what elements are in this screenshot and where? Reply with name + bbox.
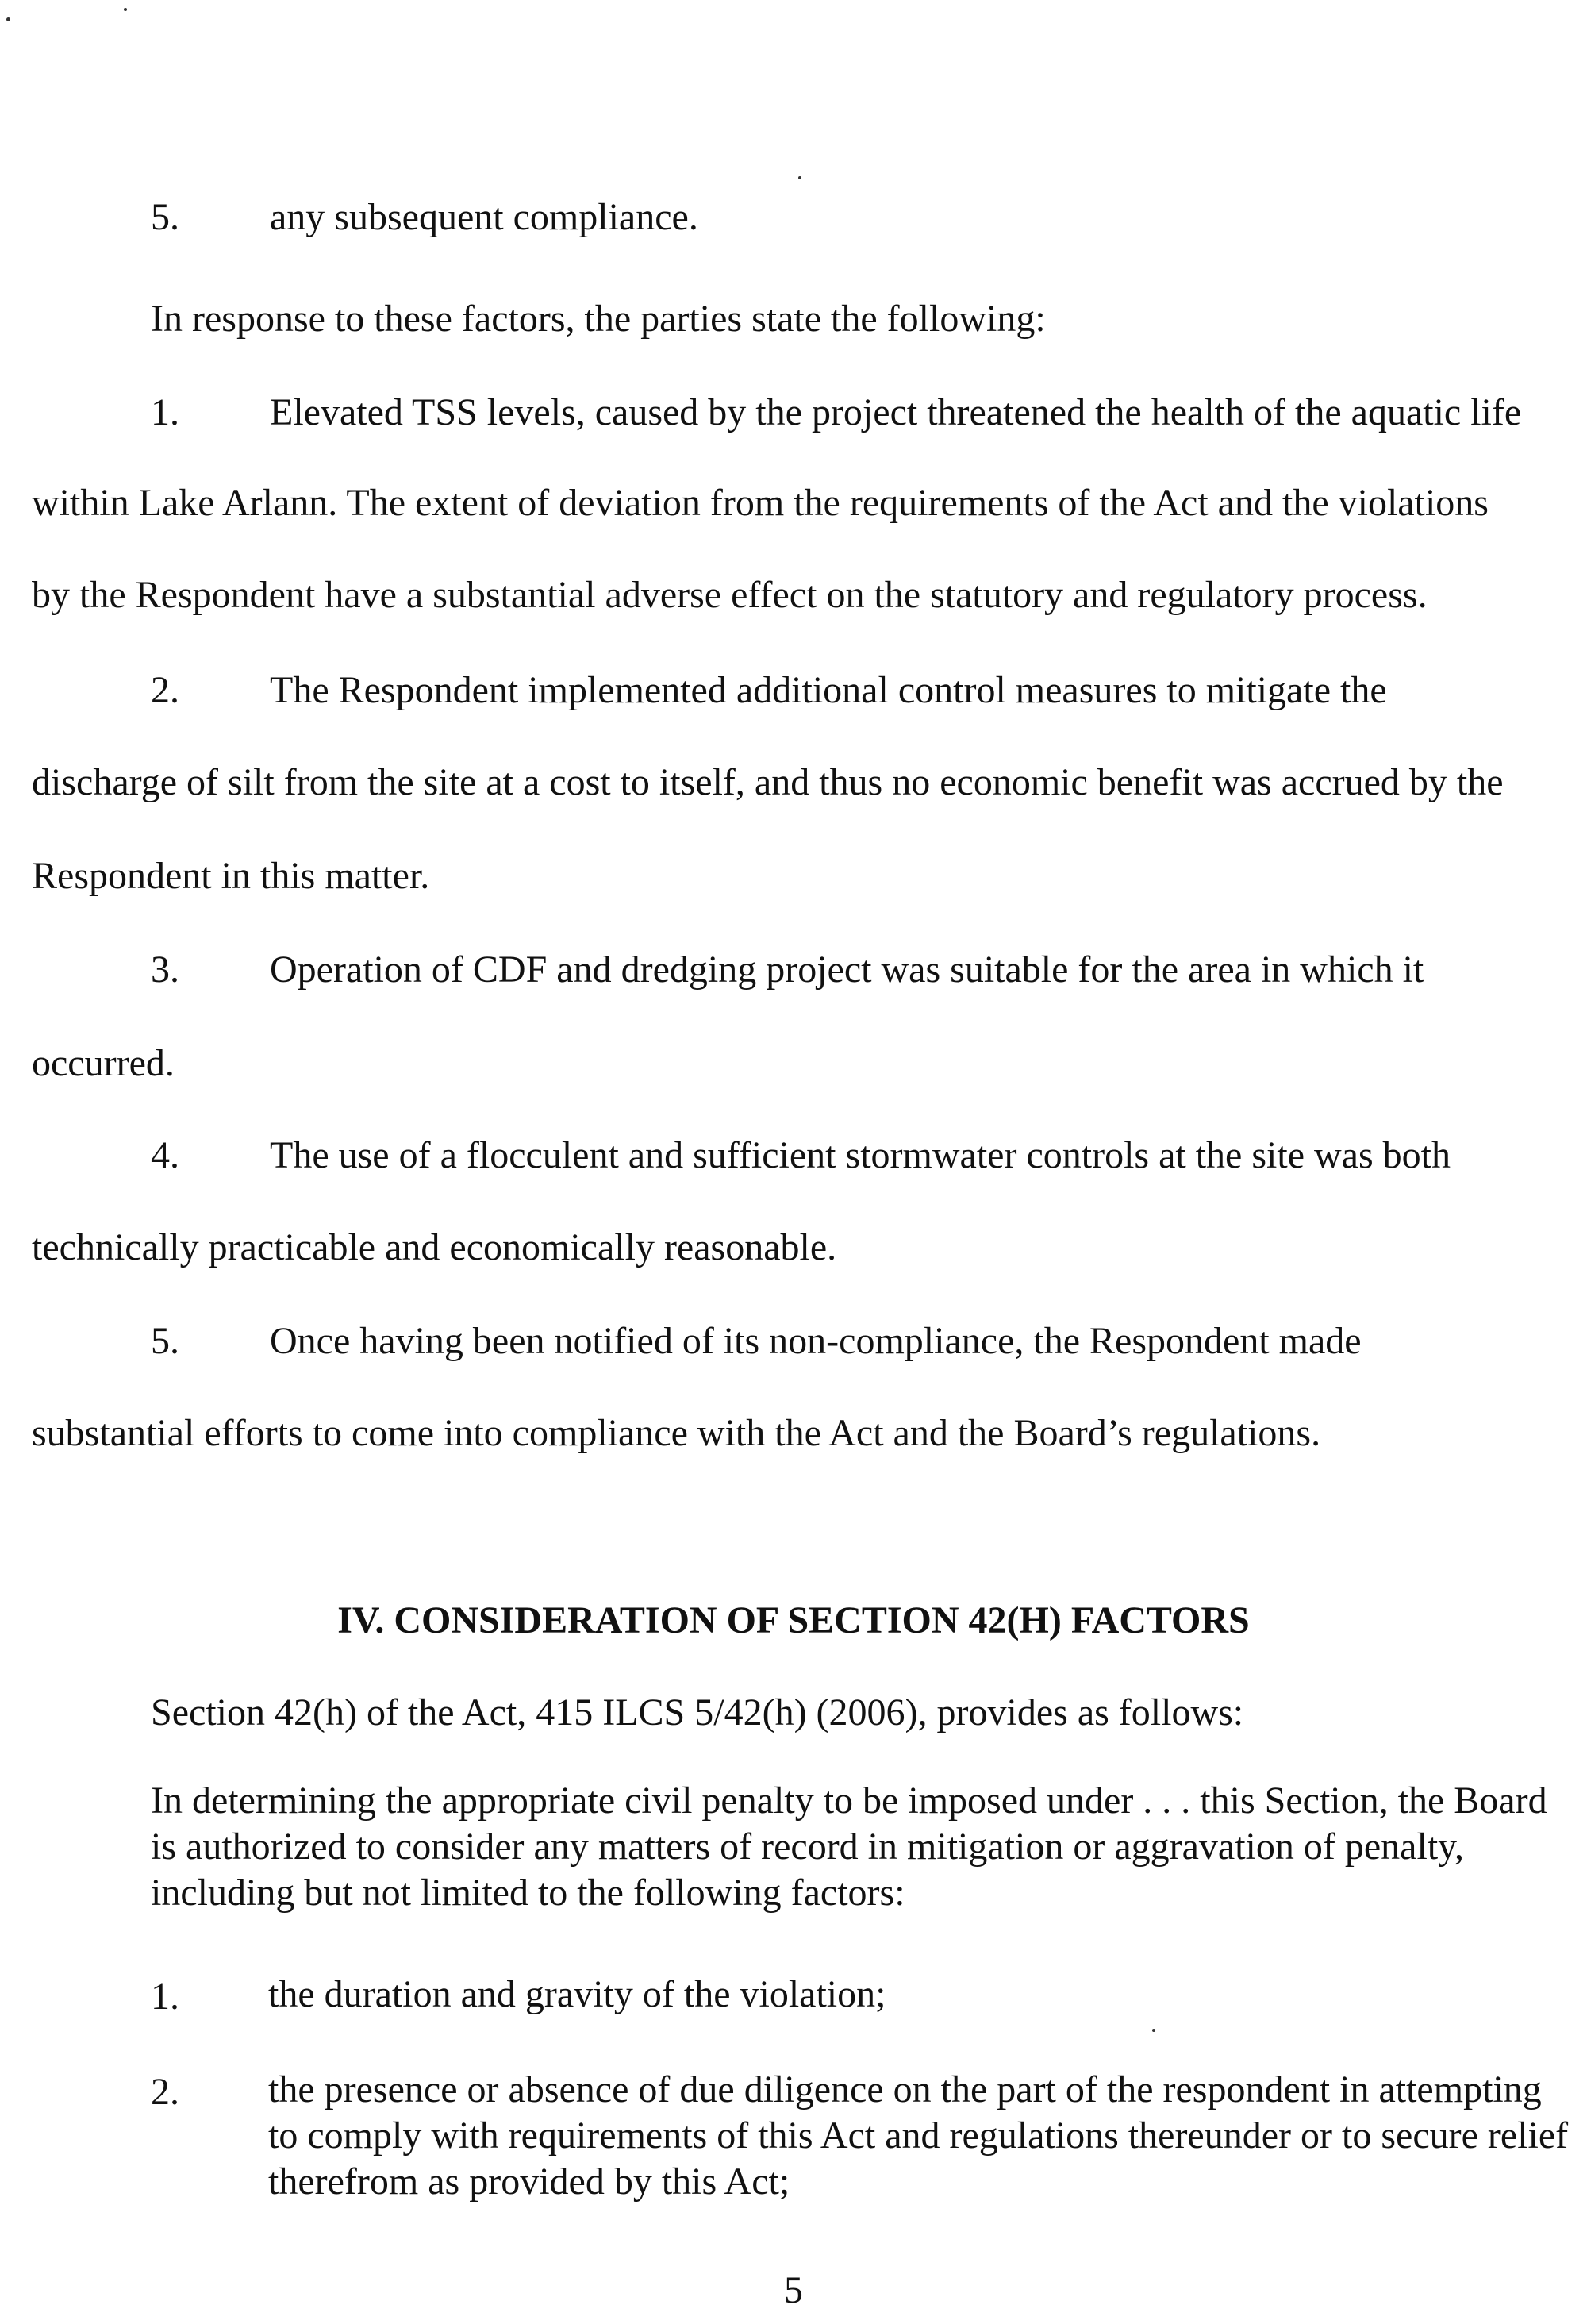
scan-speck xyxy=(124,8,127,11)
list-item-text: any subsequent compliance. xyxy=(270,196,698,238)
response-number: 3. xyxy=(151,948,179,991)
section-heading: IV. CONSIDERATION OF SECTION 42(H) FACTORS xyxy=(337,1599,1250,1641)
response-first-line: The Respondent implemented additional control measures to mitigate the xyxy=(270,669,1387,711)
response-line: by the Respondent have a substantial adverse effect on the statutory and regulatory process. xyxy=(32,574,1428,616)
page-number: 5 xyxy=(784,2269,803,2311)
factor-number: 2. xyxy=(151,2071,179,2113)
response-first-line: Operation of CDF and dredging project was suitable for the area in which it xyxy=(270,948,1424,991)
scan-speck xyxy=(1152,2029,1155,2032)
response-line: Respondent in this matter. xyxy=(32,855,430,897)
scan-speck xyxy=(798,176,801,179)
block-quote: In determining the appropriate civil penalty to be imposed under . . . this Section, the Board is authorized to consider any matters of record in mitigation or aggravation of penalty, including but not limited to the following factors: xyxy=(151,1780,1547,1914)
intro-statement: In response to these factors, the parties state the following: xyxy=(151,298,1046,340)
response-line: technically practicable and economically reasonable. xyxy=(32,1226,837,1268)
response-line: occurred. xyxy=(32,1042,175,1084)
response-number: 1. xyxy=(151,391,179,433)
response-first-line: The use of a flocculent and sufficient stormwater controls at the site was both xyxy=(270,1134,1451,1176)
response-first-line: Once having been notified of its non-compliance, the Respondent made xyxy=(270,1320,1362,1362)
list-item-number: 5. xyxy=(151,196,179,238)
response-line: substantial efforts to come into compliance with the Act and the Board’s regulations. xyxy=(32,1412,1321,1454)
factor-text: the duration and gravity of the violation; xyxy=(268,1973,886,2015)
section-intro: Section 42(h) of the Act, 415 ILCS 5/42(h) (2006), provides as follows: xyxy=(151,1691,1244,1733)
response-first-line: Elevated TSS levels, caused by the project threatened the health of the aquatic life xyxy=(270,391,1522,433)
response-line: discharge of silt from the site at a cost to itself, and thus no economic benefit was accrued by the xyxy=(32,761,1504,803)
response-number: 2. xyxy=(151,669,179,711)
factor-text: the presence or absence of due diligence on the part of the respondent in attempting to comply with requirements of this Act and regulations thereunder or to secure relief therefrom as provided by this Act; xyxy=(268,2068,1569,2203)
scan-speck xyxy=(6,17,10,21)
response-number: 4. xyxy=(151,1134,179,1176)
response-line: within Lake Arlann. The extent of deviation from the requirements of the Act and the violations xyxy=(32,482,1489,524)
factor-number: 1. xyxy=(151,1976,179,2018)
response-number: 5. xyxy=(151,1320,179,1362)
